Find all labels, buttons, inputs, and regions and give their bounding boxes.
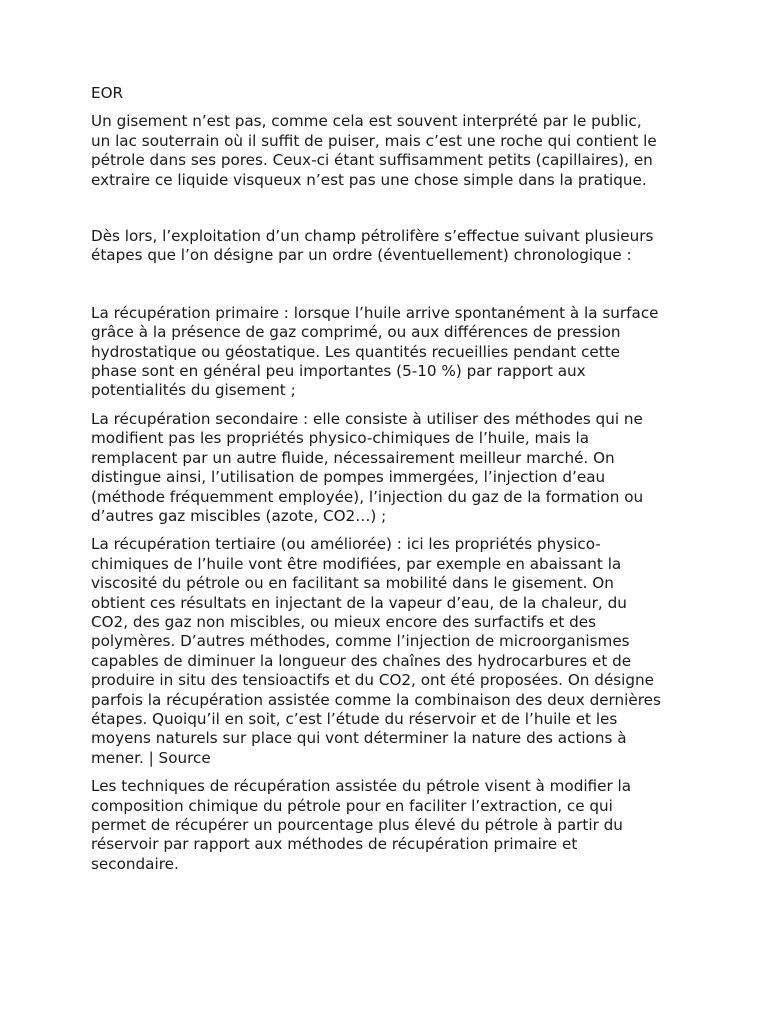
paragraph-primary-recovery: La récupération primaire : lorsque l’huile arrive spontanément à la surface grâce à la présence de gaz comprimé, ou aux différences de pression hydrostatique ou géostatique. Les quantités recueillies pendant cette phase sont en général peu importantes (5-10 %) par rapport aux potentialités du gisement ;: [91, 303, 659, 400]
document-page: [91, 84, 681, 874]
paragraph-tertiary-recovery: La récupération tertiaire (ou améliorée) : ici les propriétés physico- chimiques de l’huile vont être modifiées, par exemple en abaissant la viscosité du pétrole ou en facilitant sa mobilité dans le gisement. On obtient ces résultats en injectant de la vapeur d’eau, de la chaleur, du CO2, des gaz non miscibles, ou mieux encore des surfactifs et des polymères. D’autres méthodes, comme l’injection de microorganismes capables de diminuer la longueur des chaînes des hydrocarbures et de produire in situ des tensioactifs et du CO2, ont été proposées. On désigne parfois la récupération assistée comme la combinaison des deux dernières étapes. Quoiqu’il en soit, c’est l’étude du réservoir et de l’huile et les moyens naturels sur place qui vont déterminer la nature des actions à mener. | Source: [91, 535, 661, 767]
paragraph-eor-techniques: Les techniques de récupération assistée du pétrole visent à modifier la composition chimique du pétrole pour en faciliter l’extraction, ce qui permet de récupérer un pourcentage plus élevé du pétrole à partir du réservoir par rapport aux méthodes de récupération primaire et secondaire.: [91, 777, 632, 873]
document-title: EOR: [91, 84, 124, 102]
paragraph-intro: Un gisement n’est pas, comme cela est souvent interprété par le public, un lac souterrain où il suffit de puiser, mais c’est une roche qui contient le pétrole dans ses pores. Ceux-ci étant suffisamment petits (capillaires), en extraire ce liquide visqueux n’est pas une chose simple dans la pratique.: [91, 112, 657, 189]
paragraph-secondary-recovery: La récupération secondaire : elle consiste à utiliser des méthodes qui ne modifient pas les propriétés physico-chimiques de l’huile, mais la remplacent par un autre fluide, nécessairement meilleur marché. On distingue ainsi, l’utilisation de pompes immergées, l’injection d’eau (méthode fréquemment employée), l’injection du gaz de la formation ou d’autres gaz miscibles (azote, CO2…) ;: [91, 409, 644, 525]
paragraph-stages: Dès lors, l’exploitation d’un champ pétrolifère s’effectue suivant plusieurs étapes que l’on désigne par un ordre (éventuellement) chronologique :: [91, 227, 654, 265]
